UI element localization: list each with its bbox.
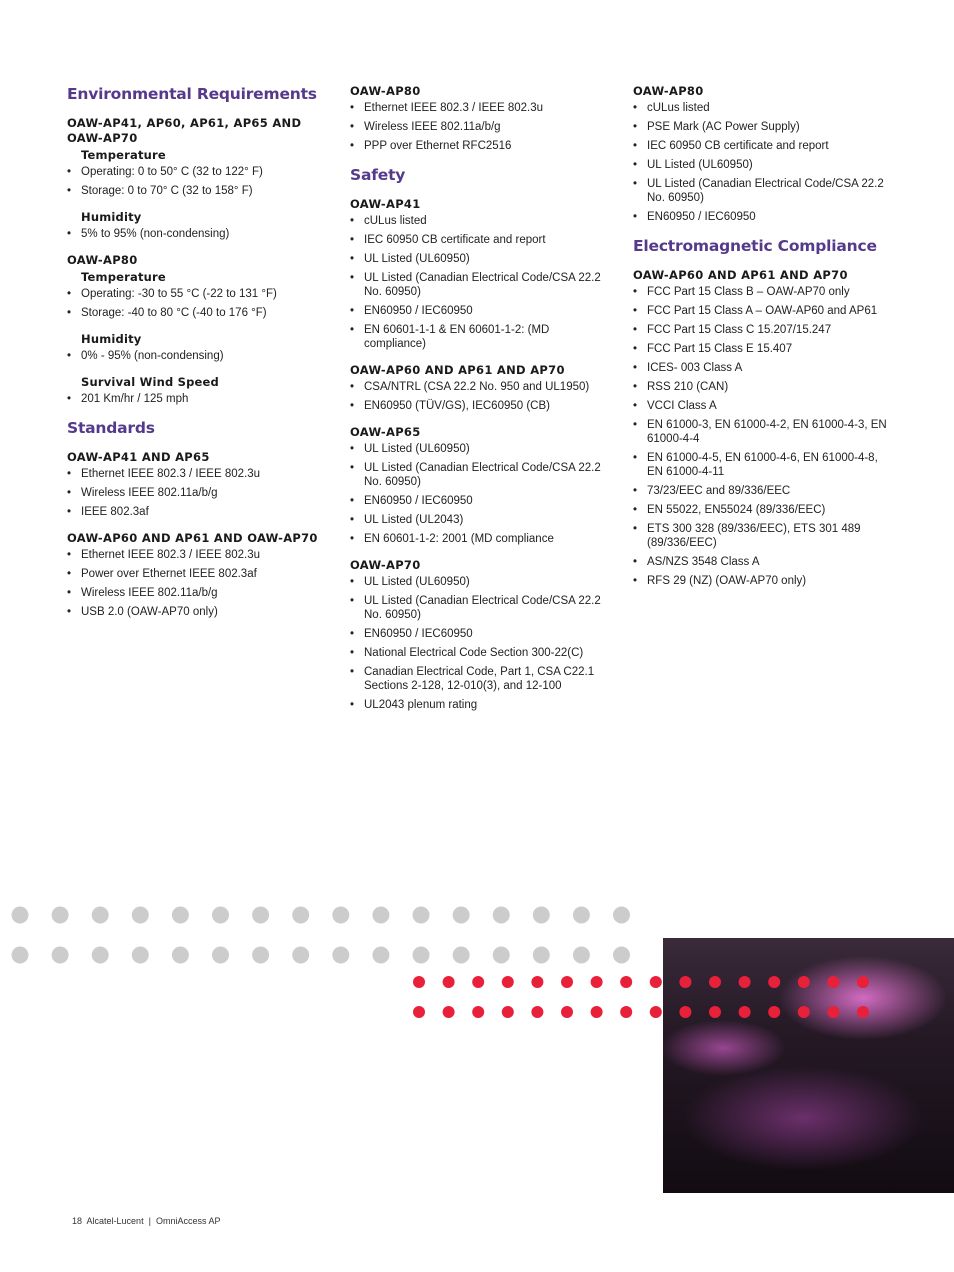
spec-list xyxy=(67,165,329,198)
gray-dot xyxy=(533,947,550,964)
gray-dot xyxy=(172,907,189,924)
subgroup-heading: Temperature xyxy=(81,270,166,284)
spec-list xyxy=(67,392,329,406)
red-dot xyxy=(650,976,662,988)
red-dot xyxy=(443,976,455,988)
red-dot xyxy=(472,976,484,988)
red-dot xyxy=(561,976,573,988)
page-footer xyxy=(72,1216,220,1226)
spec-item: • FCC Part 15 Class B – OAW-AP70 only xyxy=(633,285,895,299)
red-dot xyxy=(531,1006,543,1018)
group-heading: OAW-AP80 xyxy=(350,84,421,98)
spec-item: • IEC 60950 CB certificate and report xyxy=(633,139,895,153)
group-heading: OAW-AP41, AP60, AP61, AP65 AND OAW-AP70 xyxy=(67,116,302,145)
red-dot xyxy=(561,1006,573,1018)
footer-separator: | xyxy=(148,1216,151,1226)
spec-item: • UL Listed (Canadian Electrical Code/CSA 22.2 No. 60950) xyxy=(350,271,612,299)
spec-item: • cULus listed xyxy=(633,101,895,115)
gray-dot xyxy=(172,947,189,964)
group-heading: OAW-AP70 xyxy=(350,558,421,572)
red-dot xyxy=(827,1006,839,1018)
red-dot xyxy=(798,976,810,988)
spec-item: • EN60950 / IEC60950 xyxy=(350,494,612,508)
subgroup-heading: Humidity xyxy=(81,332,142,346)
gray-dot xyxy=(613,907,630,924)
footer-product: OmniAccess AP xyxy=(155,1216,221,1226)
group-heading: OAW-AP65 xyxy=(350,425,421,439)
spec-list xyxy=(350,214,612,351)
group-heading: OAW-AP80 xyxy=(633,84,704,98)
gray-dot xyxy=(52,907,69,924)
spec-item: • PPP over Ethernet RFC2516 xyxy=(350,139,612,153)
gray-dot xyxy=(332,947,349,964)
column-2 xyxy=(350,84,612,724)
gray-dot xyxy=(132,907,149,924)
gray-dot xyxy=(212,907,229,924)
gray-dot xyxy=(132,947,149,964)
spec-item: • EN 55022, EN55024 (89/336/EEC) xyxy=(633,503,895,517)
red-dot xyxy=(739,1006,751,1018)
spec-section xyxy=(633,84,895,224)
red-dot xyxy=(620,976,632,988)
spec-section xyxy=(633,236,895,588)
spec-item: • Wireless IEEE 802.11a/b/g xyxy=(67,486,329,500)
gray-dot xyxy=(453,907,470,924)
gray-dot xyxy=(332,907,349,924)
spec-list xyxy=(67,467,329,519)
red-dot xyxy=(531,976,543,988)
spec-item: • Storage: 0 to 70° C (32 to 158° F) xyxy=(67,184,329,198)
spec-item: • 73/23/EEC and 89/336/EEC xyxy=(633,484,895,498)
gray-dot xyxy=(12,907,29,924)
red-dot xyxy=(413,1006,425,1018)
subgroup-heading: Humidity xyxy=(81,210,142,224)
red-dot xyxy=(591,1006,603,1018)
section-title: Standards xyxy=(67,419,155,437)
spec-item: • ICES- 003 Class A xyxy=(633,361,895,375)
spec-item: • EN 61000-4-5, EN 61000-4-6, EN 61000-4-8, EN 61000-4-11 xyxy=(633,451,895,479)
gray-dot xyxy=(12,947,29,964)
spec-item: • Power over Ethernet IEEE 802.3af xyxy=(67,567,329,581)
spec-list xyxy=(350,101,612,153)
red-dot xyxy=(857,1006,869,1018)
spec-section xyxy=(67,84,329,406)
spec-item: • UL Listed (UL60950) xyxy=(350,442,612,456)
gray-dot xyxy=(453,947,470,964)
gray-dot xyxy=(613,947,630,964)
gray-dot xyxy=(573,947,590,964)
spec-item: • Canadian Electrical Code, Part 1, CSA C22.1 Sections 2-128, 12-010(3), and 12-100 xyxy=(350,665,612,693)
gray-dot xyxy=(252,947,269,964)
spec-item: • IEEE 802.3af xyxy=(67,505,329,519)
gray-dot xyxy=(292,907,309,924)
red-dot xyxy=(502,1006,514,1018)
spec-item: • cULus listed xyxy=(350,214,612,228)
gray-dot xyxy=(493,907,510,924)
gray-dot xyxy=(413,947,430,964)
section-title: Safety xyxy=(350,166,406,184)
spec-item: • 0% - 95% (non-condensing) xyxy=(67,349,329,363)
group-heading: OAW-AP60 AND AP61 AND AP70 xyxy=(350,363,565,377)
spec-item: • Operating: 0 to 50° C (32 to 122° F) xyxy=(67,165,329,179)
spec-item: • UL Listed (UL60950) xyxy=(350,252,612,266)
gray-dot xyxy=(573,907,590,924)
red-dot xyxy=(857,976,869,988)
spec-list xyxy=(350,380,612,413)
gray-dot xyxy=(372,947,389,964)
spec-item: • UL Listed (Canadian Electrical Code/CSA 22.2 No. 60950) xyxy=(633,177,895,205)
spec-item: • FCC Part 15 Class C 15.207/15.247 xyxy=(633,323,895,337)
spec-item: • EN 61000-3, EN 61000-4-2, EN 61000-4-3, EN 61000-4-4 xyxy=(633,418,895,446)
group-heading: OAW-AP41 xyxy=(350,197,421,211)
spec-item: • Wireless IEEE 802.11a/b/g xyxy=(350,120,612,134)
spec-item: • ETS 300 328 (89/336/EEC), ETS 301 489 (89/336/EEC) xyxy=(633,522,895,550)
spec-item: • Ethernet IEEE 802.3 / IEEE 802.3u xyxy=(67,548,329,562)
spec-item: • Ethernet IEEE 802.3 / IEEE 802.3u xyxy=(350,101,612,115)
red-dot xyxy=(679,976,691,988)
red-dot xyxy=(591,976,603,988)
gray-dot xyxy=(372,907,389,924)
red-dot xyxy=(413,976,425,988)
gray-dot xyxy=(252,907,269,924)
spec-item: • UL Listed (UL60950) xyxy=(350,575,612,589)
spec-item: • EN 60601-1-1 & EN 60601-1-2: (MD compliance) xyxy=(350,323,612,351)
spec-item: • Storage: -40 to 80 °C (-40 to 176 °F) xyxy=(67,306,329,320)
spec-section xyxy=(350,165,612,712)
gray-dot xyxy=(212,947,229,964)
spec-item: • UL2043 plenum rating xyxy=(350,698,612,712)
spec-item: • CSA/NTRL (CSA 22.2 No. 950 and UL1950) xyxy=(350,380,612,394)
spec-item: • EN60950 (TÜV/GS), IEC60950 (CB) xyxy=(350,399,612,413)
decorative-red-dots xyxy=(0,968,954,1028)
page-number: 18 xyxy=(72,1216,83,1226)
red-dot xyxy=(650,1006,662,1018)
spec-list xyxy=(633,101,895,224)
group-heading: OAW-AP60 AND AP61 AND OAW-AP70 xyxy=(67,531,318,545)
red-dot xyxy=(679,1006,691,1018)
spec-item: • UL Listed (UL2043) xyxy=(350,513,612,527)
spec-item: • UL Listed (Canadian Electrical Code/CSA 22.2 No. 60950) xyxy=(350,594,612,622)
gray-dot xyxy=(493,947,510,964)
spec-item: • IEC 60950 CB certificate and report xyxy=(350,233,612,247)
spec-item: • 5% to 95% (non-condensing) xyxy=(67,227,329,241)
gray-dot xyxy=(92,947,109,964)
section-title: Electromagnetic Compliance xyxy=(633,237,877,255)
spec-item: • USB 2.0 (OAW-AP70 only) xyxy=(67,605,329,619)
spec-list xyxy=(67,227,329,241)
red-dot xyxy=(620,1006,632,1018)
red-dot xyxy=(798,1006,810,1018)
gray-dot xyxy=(292,947,309,964)
red-dot xyxy=(827,976,839,988)
spec-item: • RSS 210 (CAN) xyxy=(633,380,895,394)
spec-item: • UL Listed (Canadian Electrical Code/CSA 22.2 No. 60950) xyxy=(350,461,612,489)
spec-item: • VCCI Class A xyxy=(633,399,895,413)
spec-item: • EN60950 / IEC60950 xyxy=(633,210,895,224)
subgroup-heading: Survival Wind Speed xyxy=(81,375,219,389)
red-dot xyxy=(472,1006,484,1018)
spec-list xyxy=(67,349,329,363)
footer-company: Alcatel-Lucent xyxy=(86,1216,144,1226)
subgroup-heading: Temperature xyxy=(81,148,166,162)
spec-list xyxy=(633,285,895,588)
section-title: Environmental Requirements xyxy=(67,85,317,103)
spec-item: • FCC Part 15 Class A – OAW-AP60 and AP61 xyxy=(633,304,895,318)
red-dot xyxy=(502,976,514,988)
gray-dot xyxy=(413,907,430,924)
spec-item: • EN 60601-1-2: 2001 (MD compliance xyxy=(350,532,612,546)
group-heading: OAW-AP41 AND AP65 xyxy=(67,450,210,464)
red-dot xyxy=(709,1006,721,1018)
spec-list xyxy=(67,548,329,619)
spec-item: • RFS 29 (NZ) (OAW-AP70 only) xyxy=(633,574,895,588)
spec-item: • PSE Mark (AC Power Supply) xyxy=(633,120,895,134)
spec-item: • 201 Km/hr / 125 mph xyxy=(67,392,329,406)
spec-item: • Wireless IEEE 802.11a/b/g xyxy=(67,586,329,600)
column-1 xyxy=(67,84,329,631)
red-dot xyxy=(739,976,751,988)
column-3 xyxy=(633,84,895,600)
red-dot xyxy=(443,1006,455,1018)
spec-section xyxy=(350,84,612,153)
group-heading: OAW-AP60 AND AP61 AND AP70 xyxy=(633,268,848,282)
gray-dot xyxy=(533,907,550,924)
spec-item: • FCC Part 15 Class E 15.407 xyxy=(633,342,895,356)
spec-item: • National Electrical Code Section 300-22(C) xyxy=(350,646,612,660)
spec-item: • UL Listed (UL60950) xyxy=(633,158,895,172)
red-dot xyxy=(768,976,780,988)
gray-dot xyxy=(92,907,109,924)
spec-list xyxy=(350,442,612,546)
spec-item: • EN60950 / IEC60950 xyxy=(350,304,612,318)
spec-list xyxy=(67,287,329,320)
spec-item: • Operating: -30 to 55 °C (-22 to 131 °F) xyxy=(67,287,329,301)
spec-list xyxy=(350,575,612,712)
gray-dot xyxy=(52,947,69,964)
red-dot xyxy=(768,1006,780,1018)
spec-section xyxy=(67,418,329,619)
spec-item: • Ethernet IEEE 802.3 / IEEE 802.3u xyxy=(67,467,329,481)
spec-item: • AS/NZS 3548 Class A xyxy=(633,555,895,569)
spec-item: • EN60950 / IEC60950 xyxy=(350,627,612,641)
red-dot xyxy=(709,976,721,988)
group-heading: OAW-AP80 xyxy=(67,253,138,267)
